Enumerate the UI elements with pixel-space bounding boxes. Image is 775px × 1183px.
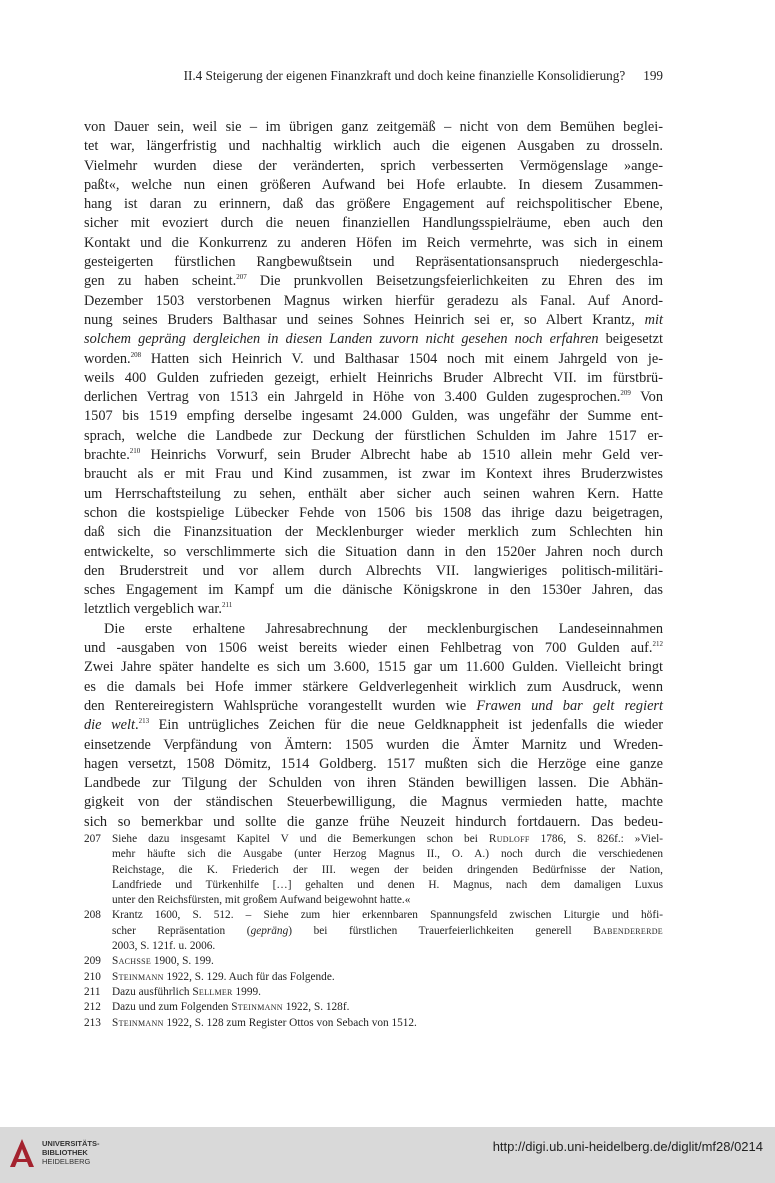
text-line: einsetzende Verpfändung von Ämtern: 1505 wurden die Ämter Marnitz und Wreden- [84, 736, 663, 753]
text-line: solchem gepräng dergleichen in diesen Landen zuvorn nicht gesehen noch erfahren beigesetzt [84, 331, 663, 348]
text-line: Vielmehr wurden diese der veränderten, sprich verbesserten Vermögenslage »ange- [84, 157, 663, 174]
text-line: nung seines Bruders Balthasar und seines Sohnes Heinrich sei er, so Albert Krantz, mit [84, 311, 663, 328]
text-line: sprach, welche die Landbede zur Deckung der fürstlichen Schulden im Jahre 1517 er- [84, 427, 663, 444]
text-line: 1507 bis 1519 empfing derselbe ingesamt 24.000 Gulden, was ungefähr der Summe ent- [84, 408, 663, 425]
footnote-number: 213 [84, 1016, 101, 1029]
logo-line: BIBLIOTHEK [42, 1147, 88, 1157]
footnote-ref-210[interactable]: 210 [129, 447, 141, 456]
text-line: Die erste erhaltene Jahresabrechnung der mecklenburgischen Landeseinnahmen [104, 620, 663, 637]
footnotes [84, 832, 663, 1031]
library-logo-icon [8, 1135, 36, 1169]
footnote-207: 207 Siehe dazu insgesamt Kapitel V und die Bemerkungen schon bei Rudloff 1786, S. 826f.: »Viel- mehr häufte sich die Ausgabe (unter Herzog Magnus II., O. A.) noch durch die verschiedenen Reichstage, die K. Friederich der III. wegen der beiden dringenden Bedürfnisse der Nation, Landfriede und Türkenhilfe […] gehalten und denen H. Magnus, nach dem damaligen Luxus unter den Reichsfürsten, mit großem Aufwand beigewohnt hatte.« [84, 832, 663, 908]
footnote-ref-213[interactable]: 213 [138, 717, 150, 726]
footnote-number: 212 [84, 1001, 101, 1014]
text-line: gigkeit von der ständischen Steuerbewilligung, die Magnus vermieden hatte, machte [84, 794, 663, 811]
page-number: 199 [643, 68, 663, 83]
paragraph-2 [84, 620, 663, 832]
text-line: hagen versetzt, 1508 Dömitz, 1514 Goldberg. 1517 mußten sich die Herzöge eine ganze [84, 755, 663, 772]
logo-line: HEIDELBERG [42, 1156, 91, 1166]
running-header [84, 68, 663, 84]
footnote-ref-211[interactable]: 211 [221, 601, 233, 610]
footnote-212: 212 Dazu und zum Folgenden Steinmann 1922, S. 128f. [84, 1000, 663, 1015]
text-line: um Herrschaftsteilung zu sehen, enthält aber sicher auch seinen wahren Kern. Hatte [84, 485, 663, 502]
footnote-ref-212[interactable]: 212 [652, 640, 663, 649]
text-line: sicher mit evoziert durch die neuen finanziellen Handlungsspielräume, eben auch den [84, 215, 663, 232]
text-line: schon die kostspielige Lübecker Fehde von 1506 bis 1508 das ihrige dazu beigetragen, [84, 504, 663, 521]
paragraph-1 [84, 118, 663, 620]
text-line: Zwei Jahre später handelte es sich um 3.600, 1515 gar um 11.600 Gulden. Vielleicht bringt [84, 659, 663, 676]
footnote-211: 211 Dazu ausführlich Sellmer 1999. [84, 985, 663, 1000]
footnote-number: 208 [84, 909, 101, 922]
footnote-209: 209 Sachsse 1900, S. 199. [84, 954, 663, 969]
footnote-number: 209 [84, 955, 101, 968]
footnote-213: 213 Steinmann 1922, S. 128 zum Register Ottos von Sebach von 1512. [84, 1016, 663, 1031]
text-line: paßt«, welche nun einen größeren Aufwand bei Hofe erlaubte. In diesem Zusammen- [84, 176, 663, 193]
footnote-ref-209[interactable]: 209 [620, 389, 631, 398]
text-line: letztlich vergeblich war.$^{211}$ [84, 601, 233, 618]
footnote-208: 208 Krantz 1600, S. 512. – Siehe zum hier erkennbaren Spannungsfeld zwischen Liturgie und höfi- scher Repräsentation (gepräng) bei fürstlichen Trauerfeierlichkeiten generell Babendererde 2003, S. 121f. u. 2006. [84, 908, 663, 954]
text-line: entwickelte, so verschlimmerte sich die Situation dann in den 1520er Jahren noch durch [84, 543, 663, 560]
text-line: sich so bemerkbar und sollte die ganze frühe Neuzeit hindurch fortdauern. Das bedeu- [84, 813, 663, 830]
permalink-url[interactable]: http://digi.ub.uni-heidelberg.de/diglit/mf28/0214 [492, 1139, 763, 1154]
footnote-ref-208[interactable]: 208 [130, 350, 142, 359]
footnote-number: 207 [84, 833, 101, 845]
text-line: derlichen Vertrag von 1513 ein Jahrgeld in Höhe von 3.400 Gulden zugesprochen.$^{209}$ Von [84, 389, 663, 406]
text-line: brachte.$^{210}$ Heinrichs Vorwurf, sein Bruder Albrecht habe ab 1510 allein mehr Geld ver- [84, 447, 663, 464]
library-logo[interactable] [8, 1135, 100, 1169]
text-line: es die damals bei Hofe immer stärkere Geldverlegenheit wirklich zum Ausdruck, wenn [84, 678, 663, 695]
footnote-210: 210 Steinmann 1922, S. 129. Auch für das Folgende. [84, 970, 663, 985]
text-line: gesteigerten fürstlichen Rangbewußtsein und Repräsentationsanspruch niedergeschla- [84, 254, 663, 271]
main-text [84, 118, 663, 832]
text-line: Landbede zur Tilgung der Schulden von ihren Ständen bewilligen lassen. Die Abhän- [84, 775, 663, 792]
text-line: tet war, längerfristig und nachhaltig wirklich auch die eigenen Ausgaben zu drosseln. [84, 138, 663, 155]
text-line: Kontakt und die Konkurrenz zu anderen Höfen im Reich vermehrte, was sich in einem [84, 234, 663, 251]
logo-line: UNIVERSITÄTS- [42, 1138, 100, 1148]
text-line: weils 400 Gulden zufrieden gezeigt, erhielt Heinrichs Bruder Albrecht VII. im fürstbrü- [84, 369, 663, 386]
text-line: von Dauer sein, weil sie – im übrigen ganz zeitgemäß – nicht von dem Bemühen beglei- [84, 119, 663, 135]
text-line: sches Engagement im Kampf um die dänische Königskrone in den 1530er Jahren, das [84, 582, 663, 599]
text-line: hang ist daran zu erinnern, daß das größere Engagement auf reichspolitischer Ebene, [84, 196, 663, 213]
text-line: daß sich die Finanzsituation der Mecklenburger wieder merklich zum Schlechten hin [84, 524, 663, 541]
viewer-footer [0, 1127, 775, 1183]
footnote-ref-207[interactable]: 207 [236, 273, 247, 282]
text-line: und -ausgaben von 1506 weist bereits wieder einen Fehlbetrag von 700 Gulden auf.$^{212}$ [84, 640, 663, 657]
text-line: den Rentereiregistern Wahlsprüche vorangestellt wurden wie Frawen und bar gelt regiert [84, 697, 663, 714]
text-line: worden.$^{208}$ Hatten sich Heinrich V. und Balthasar 1504 noch mit einem Jahrgeld von je- [84, 350, 663, 367]
chapter-title: II.4 Steigerung der eigenen Finanzkraft und doch keine finanzielle Konsolidierung? [183, 68, 626, 83]
text-line: die welt.$^{213}$ Ein untrügliches Zeichen für die neue Geldknappheit ist jedenfalls die wieder [84, 717, 663, 734]
text-line: den Bruderstreit und vor allem durch Albrechts VII. langwieriges politisch-militäri- [84, 562, 663, 579]
footnote-number: 211 [84, 985, 101, 998]
text-line: gen zu haben scheint.$^{207}$ Die prunkvollen Beisetzungsfeierlichkeiten zu Ehren des im [84, 273, 663, 290]
text-line: braucht als er mit Frau und Kind zusammen, ist zwar im Kontext ihres Bruderzwistes [84, 466, 663, 483]
text-line: Dezember 1503 verstorbenen Magnus wirken hierfür geradezu als Fanal. Auf Anord- [84, 292, 663, 309]
footnote-number: 210 [84, 970, 101, 983]
